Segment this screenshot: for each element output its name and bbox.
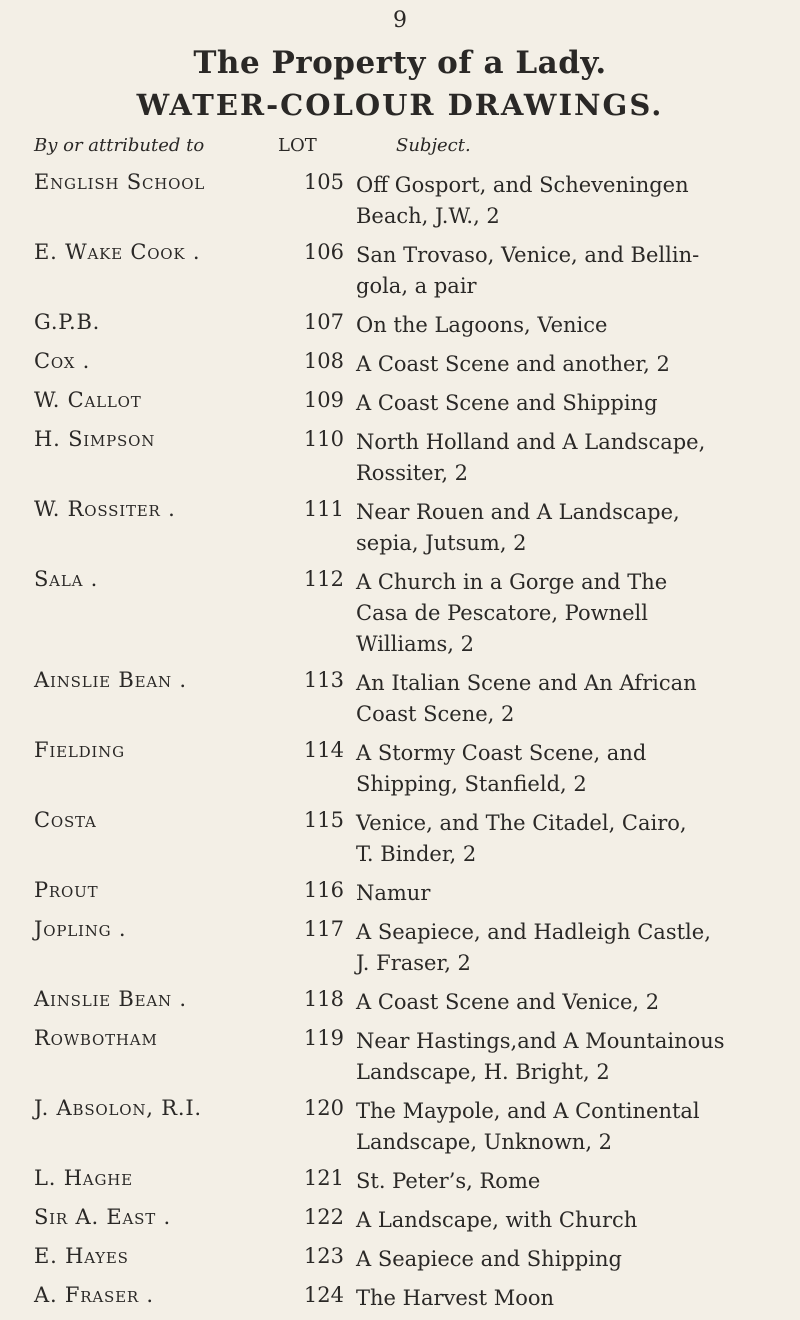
lot-subject-line: San Trovaso, Venice, and Bellin- [356, 243, 700, 267]
lot-artist: Cox . [34, 349, 91, 373]
lot-subject-line: Rossiter, 2 [356, 461, 469, 485]
lot-subject-line: Off Gosport, and Scheveningen [356, 173, 689, 197]
lot-subject-line: A Coast Scene and another, 2 [356, 352, 670, 376]
lot-subject-line: sepia, Jutsum, 2 [356, 531, 527, 555]
lot-subject-line: J. Fraser, 2 [356, 951, 471, 975]
lot-artist: H. Simpson [34, 427, 156, 451]
lot-artist: Sala . [34, 567, 99, 591]
lot-subject-line: A Seapiece and Shipping [356, 1247, 622, 1271]
lot-subject [356, 987, 788, 1018]
lot-subject-line: Landscape, H. Bright, 2 [356, 1060, 610, 1084]
lot-subject [356, 170, 788, 232]
lot-number: 114 [303, 738, 344, 762]
lot-artist: Sir A. East . [34, 1205, 171, 1229]
lot-subject-line: An Italian Scene and An African [356, 671, 697, 695]
column-header-subject: Subject. [396, 135, 471, 156]
lot-subject-line: Namur [356, 881, 431, 905]
lot-subject-line: A Landscape, with Church [356, 1208, 638, 1232]
lot-number: 111 [303, 497, 344, 521]
lot-subject-line: Coast Scene, 2 [356, 702, 515, 726]
lot-subject-line: A Seapiece, and Hadleigh Castle, [356, 920, 711, 944]
lot-number: 120 [303, 1096, 344, 1120]
lot-subject-line: The Maypole, and A Continental [356, 1099, 700, 1123]
lot-artist: English School [34, 170, 206, 194]
lot-subject-line: St. Peter’s, Rome [356, 1169, 541, 1193]
lot-number: 119 [303, 1026, 344, 1050]
lot-subject [356, 1026, 788, 1088]
lot-number: 124 [303, 1283, 344, 1307]
lot-artist: Prout [34, 878, 99, 902]
lot-subject [356, 1244, 788, 1275]
lot-subject-line: On the Lagoons, Venice [356, 313, 608, 337]
lot-number: 106 [303, 240, 344, 264]
lot-number: 105 [303, 170, 344, 194]
lot-number: 115 [303, 808, 344, 832]
lot-number: 110 [303, 427, 344, 451]
lot-number: 109 [303, 388, 344, 412]
lot-subject [356, 310, 788, 341]
lot-number: 116 [303, 878, 344, 902]
lot-subject [356, 1096, 788, 1158]
lot-subject-line: Near Hastings,and A Mountainous [356, 1029, 725, 1053]
lot-artist: E. Wake Cook . [34, 240, 201, 264]
lot-subject-line: Near Rouen and A Landscape, [356, 500, 680, 524]
lot-subject [356, 1283, 788, 1314]
lot-subject [356, 738, 788, 800]
lot-subject [356, 1166, 788, 1197]
lot-number: 121 [303, 1166, 344, 1190]
lot-subject [356, 878, 788, 909]
lot-subject [356, 497, 788, 559]
lot-subject-line: Casa de Pescatore, Pownell [356, 601, 648, 625]
lot-subject [356, 427, 788, 489]
lot-artist: Ainslie Bean . [34, 668, 187, 692]
lot-artist: W. Callot [34, 388, 142, 412]
column-header-artist: By or attributed to [34, 135, 205, 156]
lot-subject-line: North Holland and A Landscape, [356, 430, 706, 454]
lot-number: 113 [303, 668, 344, 692]
lot-subject [356, 567, 788, 660]
page-number: 9 [393, 8, 407, 33]
lot-subject-line: Beach, J.W., 2 [356, 204, 500, 228]
lot-number: 118 [303, 987, 344, 1011]
lot-number: 117 [303, 917, 344, 941]
lot-number: 107 [303, 310, 344, 334]
lot-subject [356, 1205, 788, 1236]
lot-subject-line: A Coast Scene and Shipping [356, 391, 658, 415]
lot-subject [356, 668, 788, 730]
lot-artist: L. Haghe [34, 1166, 133, 1190]
lot-artist: J. Absolon, R.I. [34, 1096, 202, 1120]
lot-artist: E. Hayes [34, 1244, 129, 1268]
lot-subject [356, 349, 788, 380]
lot-subject-line: A Church in a Gorge and The [356, 570, 668, 594]
lot-artist: W. Rossiter . [34, 497, 176, 521]
lot-number: 123 [303, 1244, 344, 1268]
lot-subject-line: A Stormy Coast Scene, and [356, 741, 647, 765]
lot-subject-line: The Harvest Moon [356, 1286, 555, 1310]
lot-artist: Rowbotham [34, 1026, 158, 1050]
lot-subject [356, 240, 788, 302]
lot-subject-line: gola, a pair [356, 274, 477, 298]
lot-artist: Ainslie Bean . [34, 987, 187, 1011]
lot-subject-line: A Coast Scene and Venice, 2 [356, 990, 660, 1014]
column-header-lot: LOT [278, 135, 317, 156]
section-title: WATER-COLOUR DRAWINGS. [136, 88, 664, 122]
lot-number: 122 [303, 1205, 344, 1229]
lot-artist: Jopling . [34, 917, 127, 941]
lot-subject-line: Williams, 2 [356, 632, 475, 656]
lot-number: 108 [303, 349, 344, 373]
lot-subject [356, 388, 788, 419]
lot-subject-line: Shipping, Stanfield, 2 [356, 772, 587, 796]
lot-subject [356, 808, 788, 870]
lot-subject-line: Venice, and The Citadel, Cairo, [356, 811, 687, 835]
page-title: The Property of a Lady. [193, 45, 607, 81]
lot-subject-line: Landscape, Unknown, 2 [356, 1130, 613, 1154]
lot-subject [356, 917, 788, 979]
lot-artist: A. Fraser . [34, 1283, 154, 1307]
lot-number: 112 [303, 567, 344, 591]
lot-subject-line: T. Binder, 2 [356, 842, 477, 866]
lot-artist: G.P.B. [34, 310, 101, 334]
lot-artist: Fielding [34, 738, 125, 762]
lot-artist: Costa [34, 808, 97, 832]
